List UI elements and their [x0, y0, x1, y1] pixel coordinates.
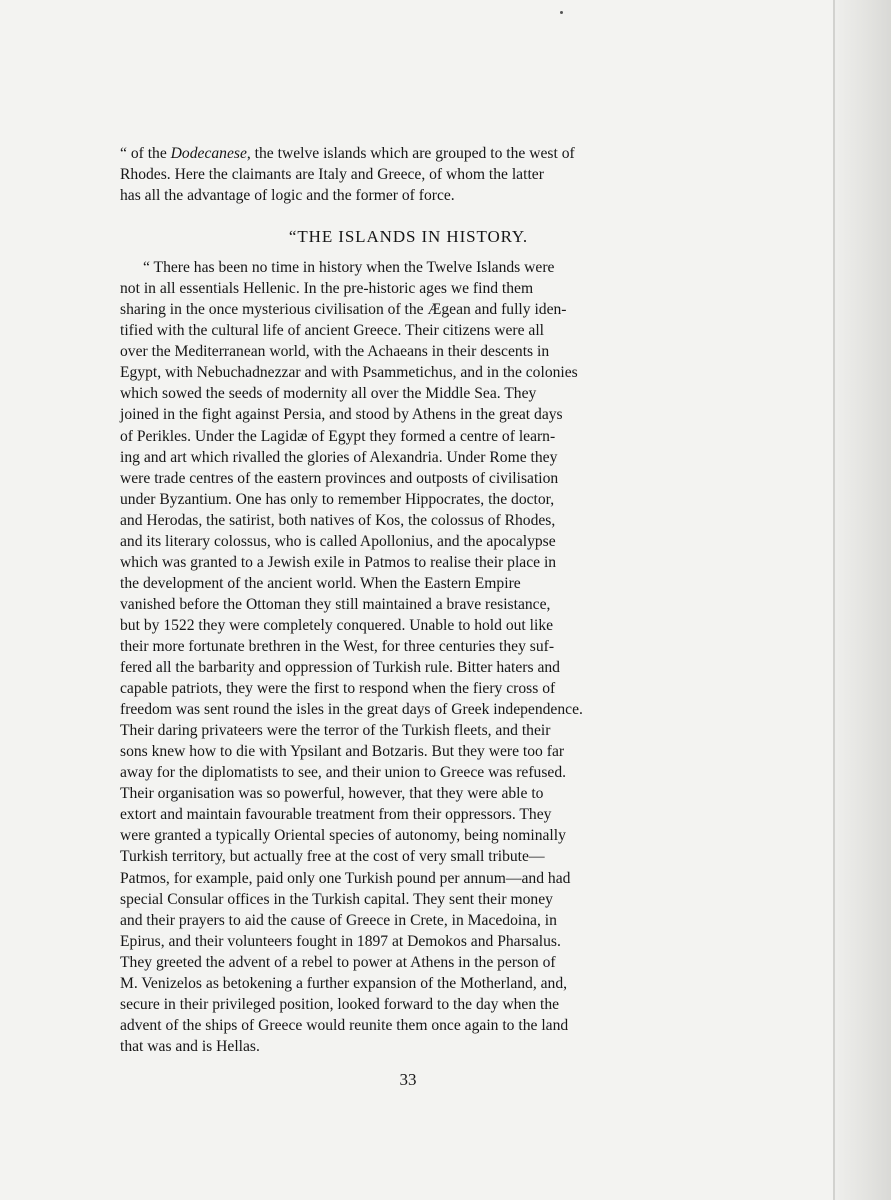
- history-paragraph: “ There has been no time in history when the Twelve Islands were not in all essentials Hellenic. In the pre-historic ages we find them sharing in the once mysterious civilisation of the Ægean and fully iden- tified with the cultural life of ancient Greece. Their citizens were all over the Mediterranean world, with the Achaeans in their descents in Egypt, with Nebuchadnezzar and with Psammetichus, and in the colonies which sowed the seeds of modernity all over the Middle Sea. They joined in the fight against Persia, and stood by Athens in the great days of Perikles. Under the Lagidæ of Egypt they formed a centre of learn- ing and art which rivalled the glories of Alexandria. Under Rome they were trade centres of the eastern provinces and outposts of civilisation under Byzantium. One has only to remember Hippocrates, the doctor, and Herodas, the satirist, both natives of Kos, the colossus of Rhodes, and its literary colossus, who is called Apollonius, and the apocalypse which was granted to a Jewish exile in Patmos to realise their place in the development of the ancient world. When the Eastern Empire vanished before the Ottoman they still maintained a brave resistance, but by 1522 they were completely conquered. Unable to hold out like their more fortunate brethren in the West, for three centuries they suf- fered all the barbarity and oppression of Turkish rule. Bitter haters and capable patriots, they were the first to respond when the fiery cross of freedom was sent round the isles in the great days of Greek independence. Their daring privateers were the terror of the Turkish fleets, and their sons knew how to die with Ypsilant and Botzaris. But they were too far away for the diplomatists to see, and their union to Greece was refused. Their organisation was so powerful, however, that they were able to extort and maintain favourable treatment from their oppressors. They were granted a typically Oriental species of autonomy, being nominally Turkish territory, but actually free at the cost of very small tribute— Patmos, for example, paid only one Turkish pound per annum—and had special Consular offices in the Turkish capital. They sent their money and their prayers to aid the cause of Greece in Crete, in Macedoina, in Epirus, and their volunteers fought in 1897 at Demokos and Pharsalus. They greeted the advent of a rebel to power at Athens in the person of M. Venizelos as betokening a further expansion of the Motherland, and, secure in their privileged position, looked forward to the day when the advent of the ships of Greece would reunite them once again to the land that was and is Hellas.: [120, 259, 583, 1055]
- page-body: [120, 143, 697, 1057]
- opening-paragraph: [120, 143, 697, 206]
- section-heading: “THE ISLANDS IN HISTORY.: [288, 227, 529, 247]
- scan-speck: [560, 11, 563, 14]
- dodecanese-italic: Dodecanese: [170, 145, 247, 162]
- page-number: 33: [399, 1070, 417, 1089]
- opening-lead: “ of the: [120, 145, 171, 162]
- scan-edge-shadow: [833, 0, 891, 1200]
- opening-rest: , the twelve islands which are grouped to the west of Rhodes. Here the claimants are Italy and Greece, of whom the latter has all the advantage of logic and the former of force.: [120, 145, 575, 205]
